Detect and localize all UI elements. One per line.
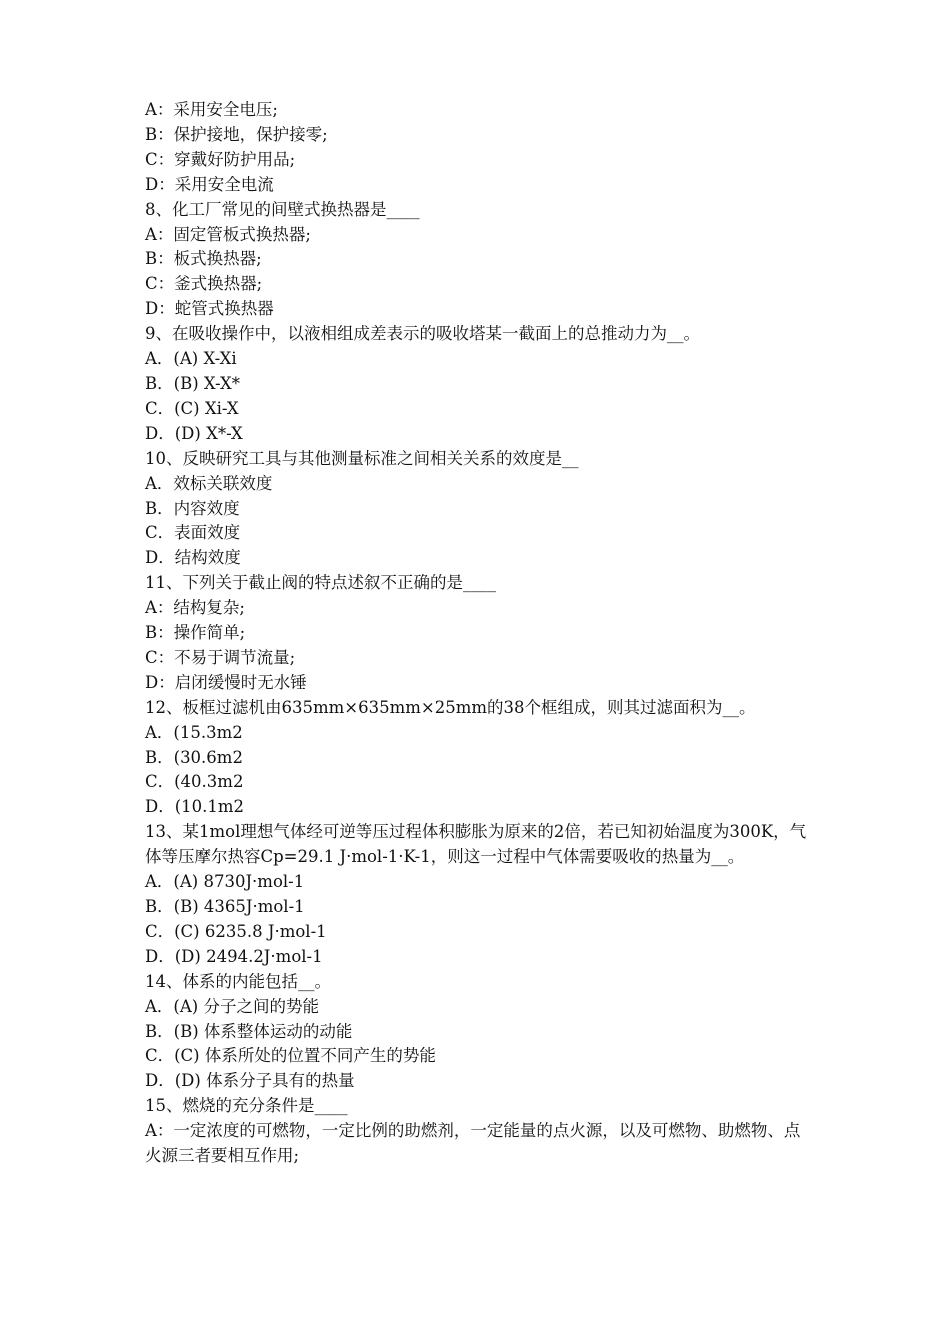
option-line: A：结构复杂; <box>145 598 245 618</box>
option-line: A．(A) X-Xi <box>145 349 237 369</box>
option-line: D：启闭缓慢时无水锤 <box>145 672 307 692</box>
option-line: B．内容效度 <box>145 498 240 518</box>
option-line: C．表面效度 <box>145 523 241 543</box>
option-line: D：采用安全电流 <box>145 174 274 194</box>
option-line: B：保护接地，保护接零; <box>145 124 328 144</box>
question-9: 9、在吸收操作中，以液相组成差表示的吸收塔某一截面上的总推动力为__。 <box>145 324 700 344</box>
option-line: B：板式换热器; <box>145 249 262 269</box>
option-line: C：不易于调节流量; <box>145 647 296 667</box>
question-15: 15、燃烧的充分条件是____ <box>145 1096 348 1116</box>
question-10: 10、反映研究工具与其他测量标准之间相关关系的效度是__ <box>145 448 579 468</box>
option-line: B．(B) 4365J·mol-1 <box>145 897 305 916</box>
option-line: C．(C) 6235.8 J·mol-1 <box>145 921 327 941</box>
question-8: 8、化工厂常见的间壁式换热器是____ <box>145 199 420 219</box>
option-line: D．(D) X*-X <box>145 423 243 443</box>
option-line: A．(15.3m2 <box>145 722 243 742</box>
question-11: 11、下列关于截止阀的特点述叙不正确的是____ <box>145 573 496 593</box>
option-line: D．(D) 体系分子具有的热量 <box>145 1071 355 1091</box>
option-line: D．(D) 2494.2J·mol-1 <box>145 946 323 966</box>
option-line: D．(10.1m2 <box>145 797 245 817</box>
option-line: A．(A) 分子之间的势能 <box>145 996 319 1016</box>
option-line: B．(B) X-X* <box>145 373 241 393</box>
option-line: B：操作简单; <box>145 623 246 643</box>
option-line: D：蛇管式换热器 <box>145 299 274 319</box>
question-13: 13、某1mol理想气体经可逆等压过程体积膨胀为原来的2倍，若已知初始温度为300K，气体等压摩尔热容Cp=29.1 J·mol-1·K-1，则这一过程中气体需要吸收的热量为__。 <box>145 822 807 867</box>
option-line: C．(C) Xi-X <box>145 398 239 418</box>
option-line: B．(30.6m2 <box>145 747 243 767</box>
option-line: C．(C) 体系所处的位置不同产生的势能 <box>145 1046 436 1066</box>
option-line: D．结构效度 <box>145 548 241 568</box>
option-line: C：穿戴好防护用品; <box>145 149 296 169</box>
document-body <box>145 98 810 1169</box>
question-14: 14、体系的内能包括__。 <box>145 971 331 991</box>
option-line: A．(A) 8730J·mol-1 <box>145 872 305 892</box>
question-12: 12、板框过滤机由635mm×635mm×25mm的38个框组成，则其过滤面积为__。 <box>145 697 756 717</box>
option-line: A．效标关联效度 <box>145 473 273 493</box>
option-line: C．(40.3m2 <box>145 772 244 792</box>
option-line: A：固定管板式换热器; <box>145 224 311 244</box>
option-line: A：采用安全电压; <box>145 100 278 119</box>
option-line: C：釜式换热器; <box>145 274 263 294</box>
option-line: B．(B) 体系整体运动的动能 <box>145 1021 353 1041</box>
option-line: A：一定浓度的可燃物，一定比例的助燃剂，一定能量的点火源，以及可燃物、助燃物、点火源三者要相互作用; <box>145 1121 801 1166</box>
